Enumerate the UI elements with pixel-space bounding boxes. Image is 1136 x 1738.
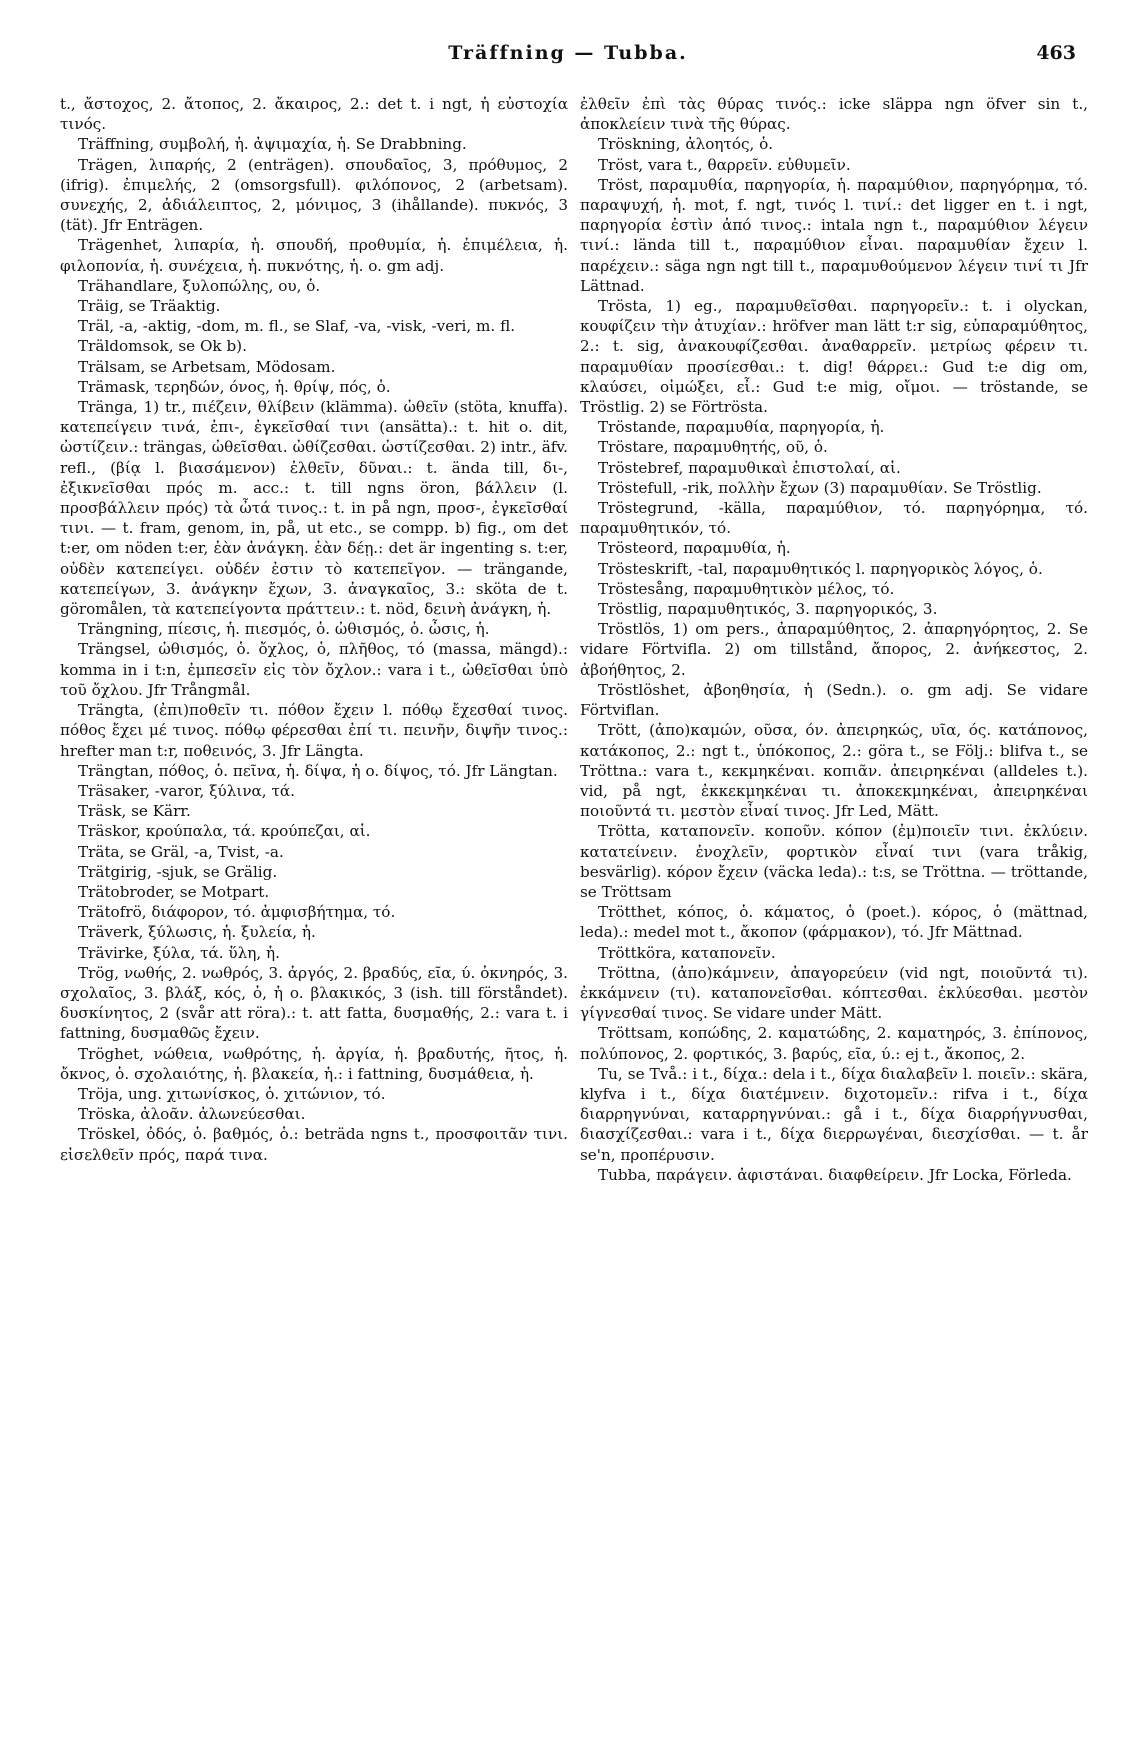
dictionary-entry: Tröttsam, κοπώδης, 2. καματώδης, 2. καματηρός, 3. ἐπίπονος, πολύπονος, 2. φορτικός, 3. βαρύς, εῖα, ύ.: ej t., ἄκοπος, 2. bbox=[580, 1024, 1088, 1063]
dictionary-entry: Träsk, se Kärr. bbox=[78, 802, 191, 821]
dictionary-entry: Trängtan, πόθος, ὁ. πεῖνα, ἡ. δίψα, ἡ o. δίψος, τό. Jfr Längtan. bbox=[78, 761, 558, 780]
dictionary-entry: Tröstlös, 1) om pers., ἀπαραμύθητος, 2. ἀπαρηγόρητος, 2. Se vidare Förtvifla. 2) om tillstånd, ἄπορος, 2. ἀνήκεστος, 2. ἀβοήθητος, 2. bbox=[580, 620, 1088, 679]
dictionary-entry: Träl, -a, -aktig, -dom, m. fl., se Slaf, -va, -visk, -veri, m. fl. bbox=[78, 317, 516, 336]
right-column bbox=[580, 94, 1088, 1704]
dictionary-entry: Träverk, ξύλωσις, ἡ. ξυλεία, ἡ. bbox=[78, 923, 316, 942]
dictionary-entry: Tröstebref, παραμυθικαὶ ἐπιστολαί, αἱ. bbox=[598, 458, 901, 477]
dictionary-entry: Trösteord, παραμυθία, ἡ. bbox=[598, 539, 791, 558]
dictionary-entry: Träta, se Gräl, -a, Tvist, -a. bbox=[78, 842, 284, 861]
dictionary-entry: Tröstande, παραμυθία, παρηγορία, ἡ. bbox=[598, 418, 885, 437]
dictionary-entry: Trägen, λιπαρής, 2 (enträgen). σπουδαῖος, 3, πρόθυμος, 2 (ifrig). ἐπιμελής, 2 (omsorgsfull). φιλόπονος, 2 (arbetsam). συνεχής, 2, ἀδιάλειπτος, 2, μόνιμος, 3 (ihållande). πυκνός, 3 (tät). Jfr Enträgen. bbox=[60, 155, 568, 235]
dictionary-entry: Tröskel, ὀδός, ὁ. βαθμός, ὁ.: beträda ngns t., προσφοιτᾶν τινι. εἰσελθεῖν πρός, παρά τινα. bbox=[60, 1125, 568, 1164]
dictionary-entry: Tröstegrund, -källa, παραμύθιον, τό. παρηγόρημα, τό. παραμυθητικόν, τό. bbox=[580, 499, 1088, 538]
dictionary-entry: Trängsel, ὠθισμός, ὁ. ὄχλος, ὁ, πλῆθος, τό (massa, mängd).: komma in i t:n, ἐμπεσεῖν εἰς τὸν ὄχλον.: vara i t., ὠθεῖσθαι ὑπὸ τοῦ ὄχλου. Jfr Trångmål. bbox=[60, 640, 568, 699]
dictionary-entry: ἐλθεῖν ἐπὶ τὰς θύρας τινός.: icke släppa ngn öfver sin t., ἀποκλείειν τινὰ τῆς θύρας. bbox=[580, 95, 1088, 134]
dictionary-entry: Tröstefull, -rik, πολλὴν ἔχων (3) παραμυθίαν. Se Tröstlig. bbox=[598, 478, 1042, 497]
dictionary-entry: Trähandlare, ξυλοπώλης, ου, ὁ. bbox=[78, 276, 321, 295]
dictionary-entry: Trägenhet, λιπαρία, ἡ. σπουδή, προθυμία, ἡ. ἐπιμέλεια, ἡ. φιλοπονία, ἡ. συνέχεια, ἡ. πυκνότης, ἡ. o. gm adj. bbox=[60, 236, 568, 275]
dictionary-entry: Tröstare, παραμυθητής, οῦ, ὁ. bbox=[598, 438, 828, 457]
dictionary-entry: Tu, se Två.: i t., δίχα.: dela i t., δίχα διαλαβεῖν l. ποιεῖν.: skära, klyfva i t., δίχα διατέμνειν. διχοτομεῖν.: rifva i t., δίχα διαρρηγνύναι, καταρρηγνύναι.: gå i t., δίχα διαρρήγνυσθαι, διασχίζεσθαι.: vara i t., δίχα διερρωγέναι, διεσχίσθαι. — t. år se'n, προπέρυσιν. bbox=[580, 1064, 1088, 1164]
dictionary-entry: Trött, (ἀπο)καμών, οῦσα, όν. ἀπειρηκώς, υῖα, ός. κατάπονος, κατάκοπος, 2.: ngt t., ὑπόκοπος, 2.: göra t., se Följ.: blifva t., se Tröttna.: vara t., κεκμηκέναι. κοπιᾶν. ἀπειρηκέναι (alldeles t.). vid, på ngt, ἐκκεκμηκέναι τι. ἀποκεκμηκέναι, ἀπειρηκέναι ποιοῦντά τι. μεστὸν εἶναί τινος. Jfr Led, Mätt. bbox=[580, 721, 1088, 821]
left-column bbox=[60, 94, 568, 1704]
dictionary-entry: Tröska, ἀλοᾶν. ἀλωνεύεσθαι. bbox=[78, 1105, 306, 1124]
page-header bbox=[0, 42, 1136, 72]
dictionary-entry: Trämask, τερηδών, όνος, ἡ. θρίψ, πός, ὁ. bbox=[78, 377, 391, 396]
dictionary-entry: Tröttna, (ἀπο)κάμνειν, ἀπαγορεύειν (vid ngt, ποιοῦντά τι). ἐκκάμνειν (τι). καταπονεῖσθαι. κόπτεσθαι. ἐκλύεσθαι. μεστὸν γίγνεσθαί τινος. Se vidare under Mätt. bbox=[580, 963, 1088, 1023]
dictionary-entry: Träldomsok, se Ok b). bbox=[78, 337, 247, 356]
dictionary-entry: Träskor, κρούπαλα, τά. κρούπεζαι, αἱ. bbox=[78, 822, 371, 841]
dictionary-entry: Träig, se Träaktig. bbox=[78, 297, 221, 316]
dictionary-entry: Tröskning, ἀλοητός, ὁ. bbox=[598, 135, 774, 154]
dictionary-entry: Trätgirig, -sjuk, se Grälig. bbox=[78, 862, 278, 881]
dictionary-entry: Trätobroder, se Motpart. bbox=[78, 882, 270, 901]
dictionary-entry: Tröja, ung. χιτωνίσκος, ὁ. χιτώνιον, τό. bbox=[78, 1084, 386, 1103]
dictionary-entry: Trög, νωθής, 2. νωθρός, 3. ἀργός, 2. βραδύς, εῖα, ύ. ὀκνηρός, 3. σχολαῖος, 3. βλάξ, κός, ὁ, ἡ o. βλακικός, 3 (ish. till förståndet). δυσκίνητος, 2 (svår att röra).: t. att fatta, δυσμαθής, 2.: vara t. i fattning, δυσμαθῶς ἔχειν. bbox=[60, 963, 568, 1043]
dictionary-entry: t., ἄστοχος, 2. ἄτοπος, 2. ἄκαιρος, 2.: det t. i ngt, ἡ εὐστοχία τινός. bbox=[60, 95, 568, 134]
dictionary-entry: Trösta, 1) eg., παραμυθεῖσθαι. παρηγορεῖν.: t. i olyckan, κουφίζειν τὴν ἀτυχίαν.: hröfver man lätt t:r sig, εὐπαραμύθητος, 2.: t. sig, ἀνακουφίζεσθαι. ἀναθαρρεῖν. μετρίως φέρειν τι. παραμυθίαν προσίεσθαι.: t. dig! θάρρει.: Gud t:e dig om, κλαύσει, οἰμώξει, εἶ.: Gud t:e mig, οἴμοι. — tröstande, se Tröstlig. 2) se Förtrösta. bbox=[580, 297, 1088, 417]
dictionary-entry: Tröstlig, παραμυθητικός, 3. παρηγορικός, 3. bbox=[598, 600, 938, 619]
dictionary-entry: Tröstesång, παραμυθητικὸν μέλος, τό. bbox=[598, 579, 895, 598]
page-number: 463 bbox=[1036, 42, 1076, 64]
dictionary-entry: Tränga, 1) tr., πιέζειν, θλίβειν (klämma). ὠθεῖν (stöta, knuffa). κατεπείγειν τινά, ἐπι-, ἐγκεῖσθαί τινι (ansätta).: t. hit o. dit, ὠστίζειν.: trängas, ὠθεῖσθαι. ὠθίζεσθαι. ὠστίζεσθαι. 2) intr., äfv. refl., (βίᾳ l. βιασάμενον) ἐλθεῖν, δῦναι.: t. ända till, δι-, ἐξικνεῖσθαι πρός m. acc.: t. till ngns öron, βάλλειν (l. προσβάλλειν πρός) τὰ ὦτά τινος.: t. in på ngn, προσ-, ἐγκεῖσθαί τινι. — t. fram, genom, in, på, ut etc., se compp. b) fig., om det t:er, om nöden t:er, ἐὰν ἀνάγκη. ἐὰν δέῃ.: det är ingenting s. t:er, οὐδὲν κατεπείγει. οὐδέν ἐστιν τὸ κατεπεῖγον. — trängande, κατεπείγων, 3. ἀνάγκην ἔχων, 3. ἀναγκαῖος, 3.: sköta de t. göromålen, τὰ κατεπείγοντα πράττειν.: t. nöd, δεινὴ ἀνάγκη, ἡ. bbox=[60, 398, 568, 619]
dictionary-entry: Tröstlöshet, ἀβοηθησία, ἡ (Sedn.). o. gm adj. Se vidare Förtviflan. bbox=[580, 680, 1088, 720]
running-head: Träffning — Tubba. bbox=[448, 42, 688, 64]
dictionary-entry: Tubba, παράγειν. ἀφιστάναι. διαφθείρειν. Jfr Locka, Förleda. bbox=[598, 1165, 1072, 1184]
dictionary-entry: Trängning, πίεσις, ἡ. πιεσμός, ὁ. ὠθισμός, ὁ. ὦσις, ἡ. bbox=[78, 620, 490, 639]
dictionary-entry: Tröghet, νώθεια, νωθρότης, ἡ. ἀργία, ἡ. βραδυτής, ῆτος, ἡ. ὄκνος, ὁ. σχολαιότης, ἡ. βλακεία, ἡ.: i fattning, δυσμάθεια, ἡ. bbox=[60, 1044, 568, 1083]
dictionary-entry: Träffning, συμβολή, ἡ. ἀψιμαχία, ἡ. Se Drabbning. bbox=[78, 135, 467, 154]
dictionary-entry: Trötta, καταπονεῖν. κοποῦν. κόπον (ἐμ)ποιεῖν τινι. ἐκλύειν. κατατείνειν. ἐνοχλεῖν, φορτικὸν εἶναί τινι (vara tråkig, besvärlig). κόρον ἔχειν (väcka leda).: t:s, se Tröttna. — tröttande, se Tröttsam bbox=[580, 822, 1088, 901]
dictionary-entry: Trösteskrift, -tal, παραμυθητικός l. παρηγορικὸς λόγος, ὁ. bbox=[598, 559, 1043, 578]
dictionary-entry: Tröttköra, καταπονεῖν. bbox=[598, 943, 776, 962]
dictionary-entry: Trötthet, κόπος, ὁ. κάματος, ὁ (poet.). κόρος, ὁ (mättnad, leda).: medel mot t., ἄκοπον (φάρμακον), τό. Jfr Mättnad. bbox=[580, 903, 1088, 942]
dictionary-entry: Trätofrö, διάφορον, τό. ἀμφισβήτημα, τό. bbox=[78, 903, 396, 922]
dictionary-entry: Tröst, vara t., θαρρεῖν. εὐθυμεῖν. bbox=[598, 155, 851, 174]
dictionary-entry: Tröst, παραμυθία, παρηγορία, ἡ. παραμύθιον, παρηγόρημα, τό. παραψυχή, ἡ. mot, f. ngt, τινός l. τινί.: det ligger en t. i ngt, παρηγορία ἐστὶν ἀπό τινος.: intala ngn t., παραμύθιον λέγειν τινί.: lända till t., παραμύθιον εἶναι. παραμυθίαν ἔχειν l. παρέχειν.: säga ngn ngt till t., παραμυθούμενον λέγειν τινί τι Jfr Lättnad. bbox=[580, 175, 1088, 295]
dictionary-entry: Trängta, (ἐπι)ποθεῖν τι. πόθον ἔχειν l. πόθῳ ἔχεσθαί τινος. πόθος ἔχει μέ τινος. πόθῳ φέρεσθαι ἐπί τι. πεινῆν, διψῆν τινος.: hrefter man t:r, ποθεινός, 3. Jfr Längta. bbox=[60, 701, 568, 760]
dictionary-entry: Trälsam, se Arbetsam, Mödosam. bbox=[78, 357, 336, 376]
dictionary-entry: Träsaker, -varor, ξύλινα, τά. bbox=[78, 781, 295, 800]
dictionary-entry: Trävirke, ξύλα, τά. ὕλη, ἡ. bbox=[78, 943, 280, 962]
